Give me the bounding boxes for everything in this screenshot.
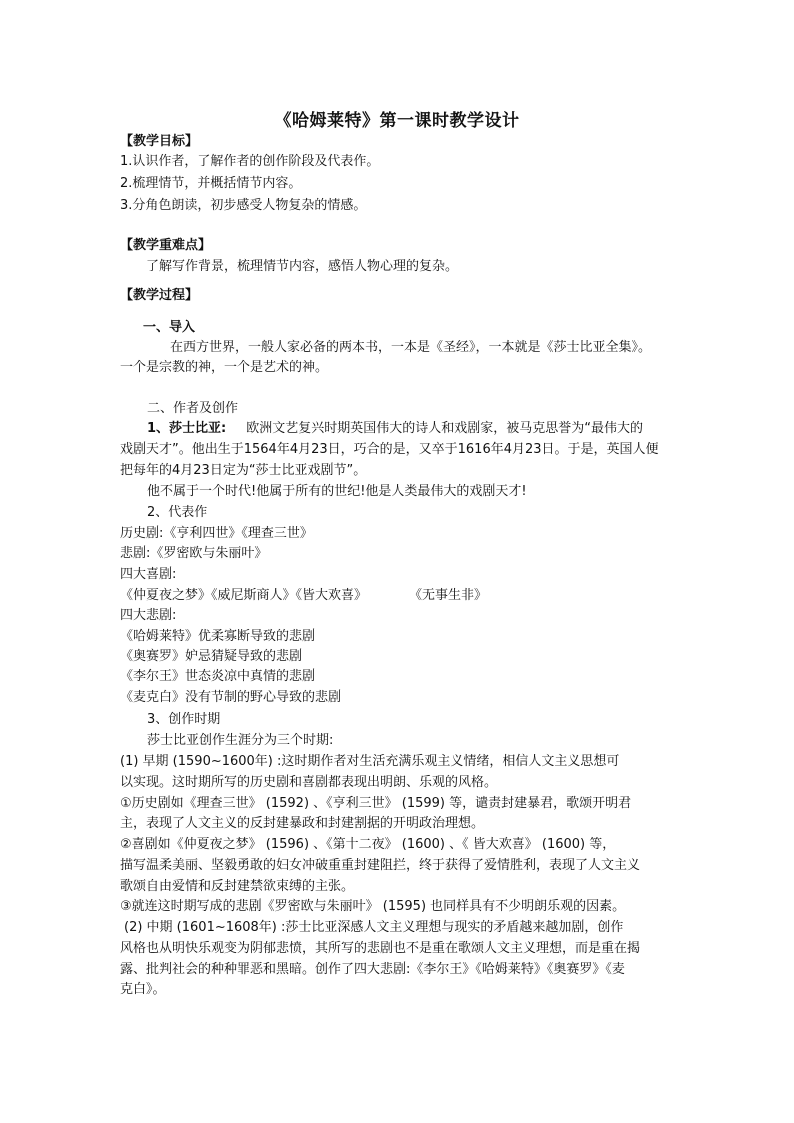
shakespeare-text-line: 戏剧天才”。他出生于1564年4月23日，巧合的是，又卒于1616年4月23日。于是，英国人便 xyxy=(120,442,659,457)
tragedy-item: 《李尔王》世态炎凉中真情的悲剧 xyxy=(120,669,316,684)
comedies-list-a: 《仲夏夜之梦》《威尼斯商人》《皆大欢喜》 xyxy=(120,588,368,603)
early-tragedy-line: ③就连这时期写成的悲剧《罗密欧与朱丽叶》 (1595) 也同样具有不少明朗乐观的因素。 xyxy=(120,899,626,914)
mid-period-line: 风格也从明快乐观变为阴郁悲愤，其所写的悲剧也不是重在歌颂人文主义理想，而是重在揭 xyxy=(120,941,641,956)
comedies-heading: 四大喜剧: xyxy=(120,567,177,582)
intro-paragraph-line: 一个是宗教的神，一个是艺术的神。 xyxy=(120,360,329,375)
mid-period-line: (2) 中期 (1601~1608年) :莎士比亚深感人文主义理想与现实的矛盾越来越加剧，创作 xyxy=(124,920,624,935)
works-heading: 2、代表作 xyxy=(147,505,208,520)
comedies-list xyxy=(120,587,680,605)
goal-item: 2.梳理情节，并概括情节内容。 xyxy=(120,176,302,191)
comedies-list-b: 《无事生非》 xyxy=(409,588,488,603)
goals-heading: 【教学目标】 xyxy=(120,134,199,149)
process-heading: 【教学过程】 xyxy=(120,288,199,303)
early-comedy-line: ②喜剧如《仲夏夜之梦》 (1596) 、《第十二夜》 (1600) 、《 皆大欢喜》 (1600) 等， xyxy=(120,837,616,852)
periods-heading: 3、创作时期 xyxy=(147,712,221,727)
periods-intro: 莎士比亚创作生涯分为三个时期: xyxy=(147,733,334,748)
early-comedy-line: 描写温柔美丽、坚毅勇敢的妇女冲破重重封建阻拦，终于获得了爱情胜利，表现了人文主义 xyxy=(120,858,641,873)
tragedy-item: 《哈姆莱特》优柔寡断导致的悲剧 xyxy=(120,629,316,644)
early-history-line: 主，表现了人文主义的反封建暴政和封建割据的开明政治理想。 xyxy=(120,816,485,831)
early-comedy-line: 歌颂自由爱情和反封建禁欲束缚的主张。 xyxy=(120,879,355,894)
tragedy-line: 悲剧:《罗密欧与朱丽叶》 xyxy=(120,546,268,561)
keypoints-heading: 【教学重难点】 xyxy=(120,238,212,253)
tragedy-item: 《奥赛罗》妒忌猜疑导致的悲剧 xyxy=(120,649,303,664)
shakespeare-intro-line xyxy=(147,420,707,438)
author-heading: 二、作者及创作 xyxy=(147,401,239,416)
shakespeare-text: 欧洲文艺复兴时期英国伟大的诗人和戏剧家，被马克思誉为“最伟大的 xyxy=(246,421,643,436)
history-plays: 历史剧:《亨利四世》《理查三世》 xyxy=(120,526,313,541)
intro-heading: 一、导入 xyxy=(143,320,196,335)
mid-period-line: 露、批判社会的种种罪恶和黑暗。创作了四大悲剧:《李尔王》《哈姆莱特》《奥赛罗》《麦 xyxy=(120,962,625,977)
goal-item: 1.认识作者，了解作者的创作阶段及代表作。 xyxy=(120,154,380,169)
early-history-line: ①历史剧如《理查三世》 (1592) 、《亨利三世》 (1599) 等，谴责封建暴君，歌颂开明君 xyxy=(120,796,632,811)
praise-line: 他不属于一个时代!他属于所有的世纪!他是人类最伟大的戏剧天才! xyxy=(147,484,527,499)
keypoints-text: 了解写作背景，梳理情节内容，感悟人物心理的复杂。 xyxy=(146,259,459,274)
tragedy-item: 《麦克白》没有节制的野心导致的悲剧 xyxy=(120,690,342,705)
shakespeare-text-line: 把每年的4月23日定为“莎士比亚戏剧节”。 xyxy=(120,463,367,478)
goal-item: 3.分角色朗读，初步感受人物复杂的情感。 xyxy=(120,198,367,213)
early-period-line: 以实现。这时期所写的历史剧和喜剧都表现出明朗、乐观的风格。 xyxy=(120,775,498,790)
shakespeare-label: 1、莎士比亚: xyxy=(147,421,227,436)
intro-paragraph-line: 在西方世界，一般人家必备的两本书，一本是《圣经》，一本就是《莎士比亚全集》。 xyxy=(170,340,652,355)
document-title: 《哈姆莱特》第一课时教学设计 xyxy=(274,111,520,131)
mid-period-line: 克白》。 xyxy=(120,982,166,997)
tragedies-heading: 四大悲剧: xyxy=(120,608,177,623)
early-period-line: (1) 早期 (1590~1600年) :这时期作者对生活充满乐观主义情绪，相信人文主义思想可 xyxy=(120,754,620,769)
